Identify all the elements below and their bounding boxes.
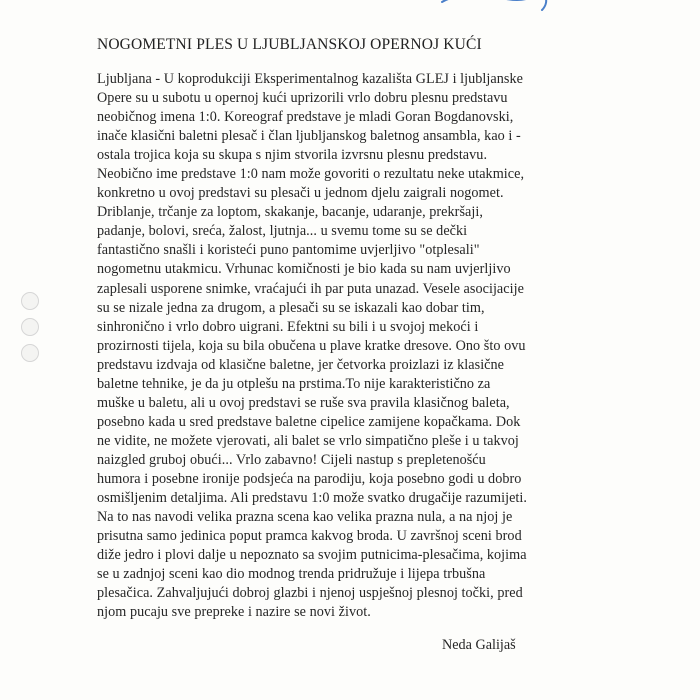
article-line: plesačica. Zahvaljujući dobroj glazbi i njenoj uspješnoj plesnoj točki, pred [97, 585, 523, 602]
article-line: predstavu izdvaja od klasične baletne, jer četvorka proizlazi iz klasične [97, 356, 505, 373]
article-author: Neda Galijaš [442, 637, 516, 653]
article-line: nogometnu utakmicu. Vrhunac komičnosti je bio kada su nam uvjerljivo [97, 261, 511, 278]
article-line: humora i posebne ironije podsjeća na parodiju, koja posebno godi u dobro [97, 470, 522, 487]
article-line: fantastično snašli i koristeći puno pantomime uvjerljivo "otplesali" [97, 242, 480, 259]
article-line: Ljubljana - U koprodukciji Eksperimentalnog kazališta GLEJ i ljubljanske [97, 71, 523, 87]
article-line: sinhronično i vrlo dobro uigrani. Efektni su bili i u svojoj mekoći i [97, 318, 479, 335]
article-line: konkretno u ovoj predstavi su plesači u jednom djelu zaigrali nogomet. [97, 185, 504, 202]
article-line: prozirnosti tijela, koja su bila obučena u plave kratke dresove. Ono što ovu [97, 337, 526, 354]
article-line: zaplesali usporene snimke, vraćajući ih par puta unazad. Vesele asocijacije [97, 280, 524, 297]
article-line: neobičnog imena 1:0. Koreograf predstave je mladi Goran Bogdanovski, [97, 109, 514, 126]
punch-hole [21, 344, 39, 362]
article-line: inače klasični baletni plesač i član ljubljanskog baletnog ansambla, kao i - [97, 128, 521, 145]
punch-holes [21, 292, 39, 362]
article-line: se u zadnjoj sceni kao dio modnog trenda pridružuje i lijepa trbušna [97, 566, 486, 583]
article-line: osmišljenim detaljima. Ali predstavu 1:0 može svatko drugačije razumijeti. [97, 490, 528, 507]
article-line: naizgled gruboj obući... Vrlo zabavno! Cijeli nastup s prepletenošću [97, 451, 486, 468]
article-line: njom pucaju sve prepreke i nazire se novi život. [97, 604, 371, 621]
article-line: diže jedro i plovi dalje u nepoznato sa svojim putnicima-plesačima, kojima [97, 547, 527, 564]
punch-hole [21, 318, 39, 336]
article-line: ostala trojica koja su skupa s njim stvorila izvrsnu plesnu predstavu. [97, 147, 488, 164]
punch-hole [21, 292, 39, 310]
article-line: su se nizale jedna za drugom, a plesači su se iskazali kao dobar tim, [97, 299, 485, 316]
article-line: padanje, bolovi, sreća, žalost, ljutnja... u svemu tome su se dečki [97, 223, 468, 240]
article-line: posebno kada u sred predstave baletne cipelice zamijene kopačkama. Dok [97, 413, 521, 430]
article-line: muške u baletu, ali u ovoj predstavi se ruše sva pravila klasičnog baleta, [97, 394, 510, 411]
article-body [97, 70, 617, 622]
article-line: Na to nas navodi velika prazna scena kao velika prazna nula, a na njoj je [97, 509, 513, 526]
article-line: ne vidite, ne možete vjerovati, ali balet se vrlo simpatično pleše i u takvoj [97, 432, 519, 449]
article-title: NOGOMETNI PLES U LJUBLJANSKOJ OPERNOJ KUĆI [97, 36, 482, 53]
handwritten-mark [440, 0, 560, 20]
article-line: baletne tehnike, je da ju otplešu na prstima.To nije karakteristično za [97, 375, 491, 392]
article-line: Driblanje, trčanje za loptom, skakanje, bacanje, udaranje, prekršaji, [97, 204, 483, 221]
article-line: Neobično ime predstave 1:0 nam može govoriti o rezultatu neke utakmice, [97, 166, 525, 183]
article-line: prisutna samo jedinica poput pramca kakvog broda. U završnoj sceni brod [97, 528, 522, 545]
article-line: Opere su u subotu u opernoj kući uprizorili vrlo dobru plesnu predstavu [97, 90, 508, 107]
